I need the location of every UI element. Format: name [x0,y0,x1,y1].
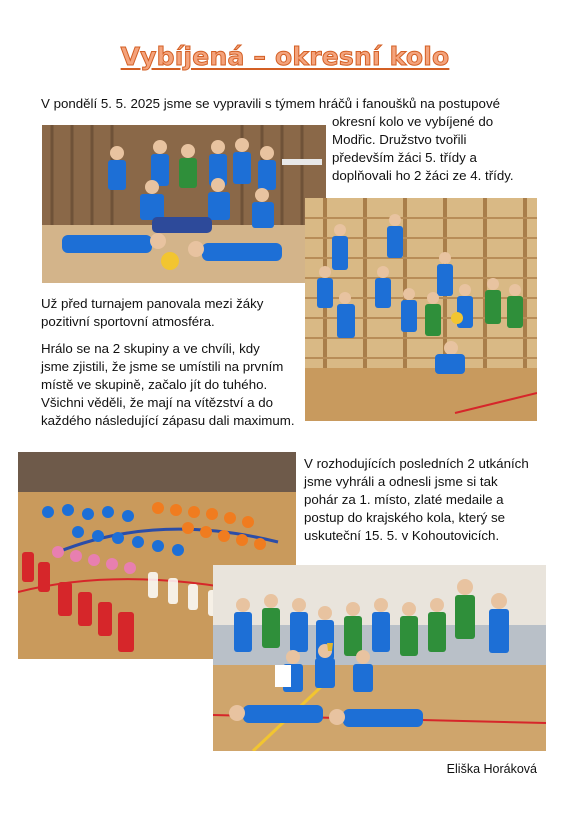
result-line: uskuteční 15. 5. v Kohoutovicích. [304,528,500,543]
intro-line: okresní kolo ve vybíjené do [332,114,494,129]
intro-line: V pondělí 5. 5. 2025 jsme se vypravili s týmem hráčů i fanoušků na postupové [41,96,500,111]
team-photo-1 [42,125,326,283]
groups-line: jsme zjistili, že jsme se umístili na prvním [41,359,284,374]
result-line: jsme vyhráli a odnesli jsme si tak [304,474,498,489]
result-line: pohár za 1. místo, zlaté medaile a [304,492,504,507]
atmosphere-line: Už před turnajem panovala mezi žáky [41,296,264,311]
groups-line: Všichni věděli, že mají na vítězství a do [41,395,274,410]
article-title: Vybíjená – okresní kolo [120,42,450,71]
result-line: V rozhodujících posledních 2 utkáních [304,456,529,471]
groups-line: každého následující zápasu dali maximum. [41,413,295,428]
atmosphere-line: pozitivní sportovní atmosféra. [41,314,215,329]
intro-line: především žáci 5. třídy a [332,150,477,165]
team-photo-2 [305,198,537,421]
intro-line: doplňovali ho 2 žáci ze 4. třídy. [332,168,514,183]
author-signature: Eliška Horáková [446,762,537,776]
winners-photo [213,565,546,751]
intro-line: Modřic. Družstvo tvořili [332,132,467,147]
groups-line: Hrálo se na 2 skupiny a ve chvíli, kdy [41,341,260,356]
groups-line: místě ve skupině, začalo jít do tuhého. [41,377,268,392]
result-line: postup do krajského kola, který se [304,510,506,525]
